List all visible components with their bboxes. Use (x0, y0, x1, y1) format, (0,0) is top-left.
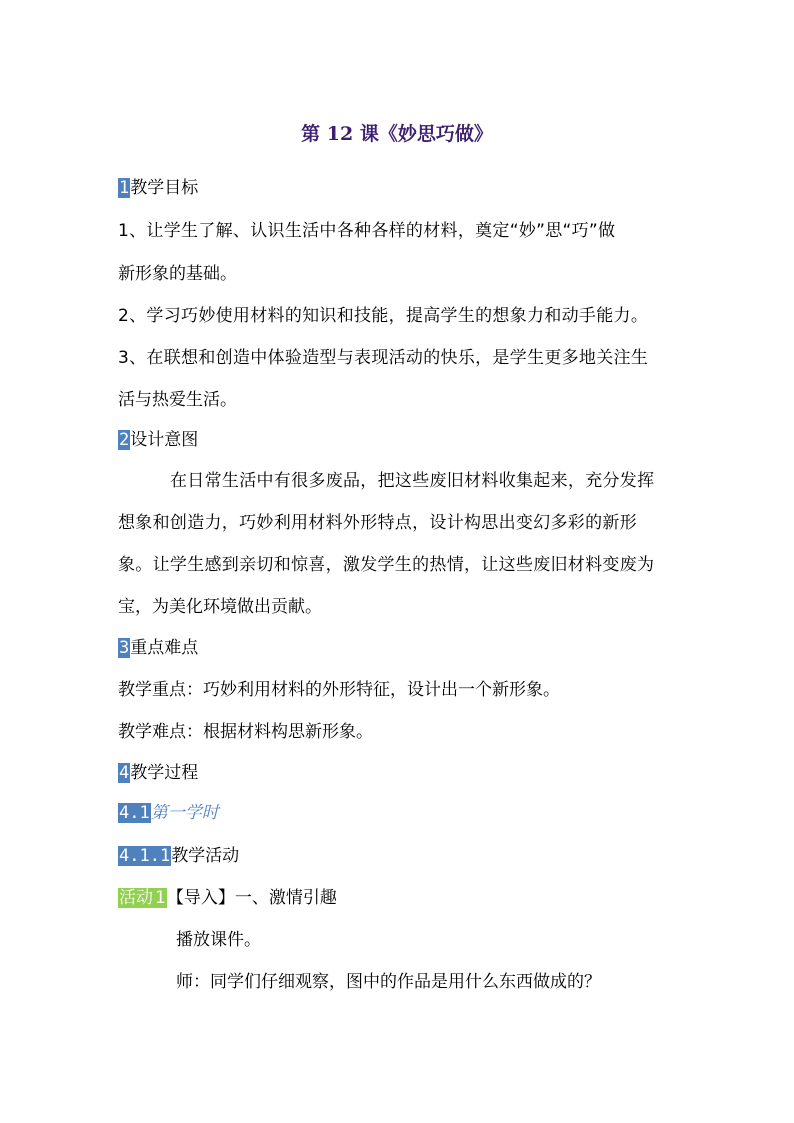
intent-line-1: 在日常生活中有很多废品，把这些废旧材料收集起来，充分发挥 (170, 471, 655, 491)
section-heading-keypoints (118, 635, 198, 661)
section-heading-intent (118, 427, 198, 453)
section-heading-process (118, 760, 198, 786)
section-title: 教学过程 (130, 763, 199, 783)
section-heading-goals (118, 175, 198, 201)
activity-title: 【导入】一、激情引趣 (166, 888, 337, 908)
goal-1-line-1: 1、让学生了解、认识生活中各种各样的材料，奠定“妙”思“巧”做 (118, 221, 616, 241)
intent-line-3: 象。让学生感到亲切和惊喜，激发学生的热情，让这些废旧材料变废为 (118, 555, 655, 575)
subsection-title: 第一学时 (150, 803, 219, 823)
goal-2: 2、学习巧妙使用材料的知识和技能，提高学生的想象力和动手能力。 (118, 306, 649, 326)
goal-3-line-2: 活与热爱生活。 (118, 390, 237, 410)
page-title: 第 12 课《妙思巧做》 (301, 123, 493, 145)
section-number: 2 (119, 430, 130, 450)
goal-3-line-1: 3、在联想和创造中体验造型与表现活动的快乐，是学生更多地关注生 (118, 348, 649, 368)
subsection-heading-first-lesson (118, 800, 219, 826)
subsection-title: 教学活动 (171, 846, 240, 866)
activity-heading (118, 885, 337, 911)
subsection-heading-activities (118, 843, 239, 869)
key-point: 教学重点：巧妙利用材料的外形特征，设计出一个新形象。 (118, 680, 560, 700)
activity-line-2: 师：同学们仔细观察，图中的作品是用什么东西做成的？ (176, 972, 601, 992)
section-title: 重点难点 (130, 638, 199, 658)
activity-tag: 活动 (119, 888, 153, 908)
subsection-number: 4.1 (119, 803, 150, 823)
subsection-number: 4.1.1 (119, 846, 171, 866)
goal-1-line-2: 新形象的基础。 (118, 264, 237, 284)
intent-line-4: 宝，为美化环境做出贡献。 (118, 597, 322, 617)
section-title: 设计意图 (130, 430, 199, 450)
section-number: 4 (119, 763, 130, 783)
activity-line-1: 播放课件。 (176, 930, 261, 950)
activity-number: 1 (155, 888, 166, 908)
section-number: 1 (119, 178, 130, 198)
section-number: 3 (119, 638, 130, 658)
intent-line-2: 想象和创造力，巧妙利用材料外形特点，设计构思出变幻多彩的新形 (118, 513, 637, 533)
difficulty: 教学难点：根据材料构思新形象。 (118, 722, 373, 742)
section-title: 教学目标 (130, 178, 199, 198)
